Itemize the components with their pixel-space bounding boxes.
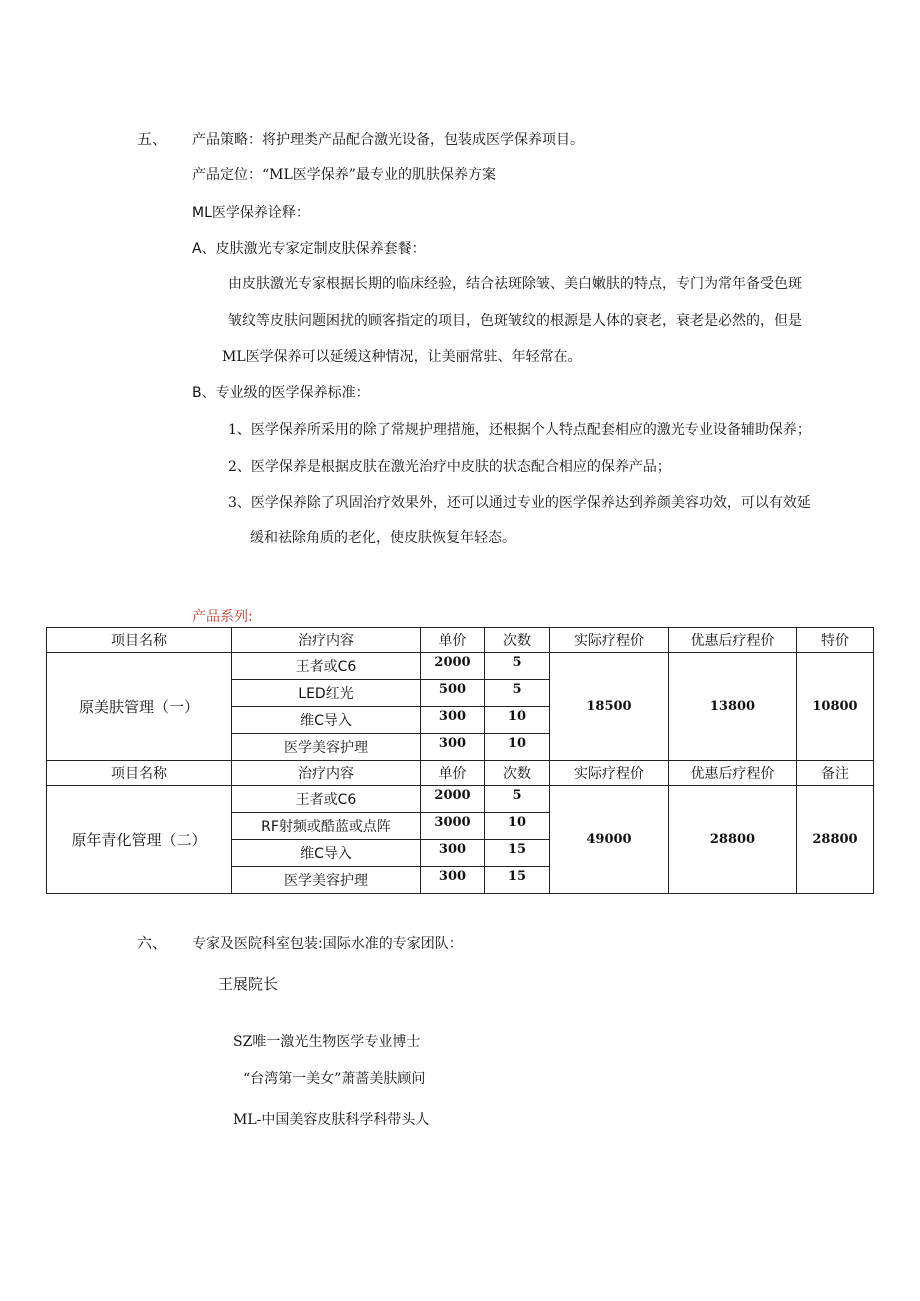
- strategy-label: 产品策略: [192, 132, 248, 148]
- product-table: [46, 627, 874, 894]
- price-cell: 2000: [421, 653, 485, 680]
- section-6-number: 六、: [137, 934, 168, 952]
- group-2-name: 原年青化管理（二）: [47, 786, 232, 894]
- header-treatment: 治疗内容: [232, 761, 421, 786]
- section-6-heading: 专家及医院科室包装:国际水准的专家团队：: [192, 936, 463, 952]
- expert-title-1: SZ唯一激光生物医学专业博士: [233, 1034, 421, 1050]
- group-1-special-price: 10800: [797, 653, 874, 761]
- price-cell: 500: [421, 680, 485, 707]
- header-remark: 备注: [797, 761, 874, 786]
- header-treatment: 治疗内容: [232, 628, 421, 653]
- header-actual-price: 实际疗程价: [550, 628, 669, 653]
- section-b-item-2: 2、医学保养是根据皮肤在激光治疗中皮肤的状态配合相应的保养产品；: [228, 459, 671, 475]
- group-2-remark: 28800: [797, 786, 874, 894]
- price-cell: 2000: [421, 786, 485, 813]
- price-cell: 300: [421, 707, 485, 734]
- times-cell: 10: [485, 707, 550, 734]
- section-b-heading: B、专业级的医学保养标准：: [192, 385, 370, 401]
- expert-title-2: “台湾第一美女”萧蔷美肤顾问: [243, 1071, 426, 1087]
- table-header-row-1: [47, 628, 874, 653]
- header-discount-price: 优惠后疗程价: [669, 761, 797, 786]
- times-cell: 5: [485, 653, 550, 680]
- header-times: 次数: [485, 628, 550, 653]
- treatment-cell: 王者或C6: [232, 653, 421, 680]
- times-cell: 15: [485, 867, 550, 894]
- treatment-cell: LED红光: [232, 680, 421, 707]
- header-unit-price: 单价: [421, 628, 485, 653]
- price-cell: 300: [421, 867, 485, 894]
- treatment-cell: RF射频或酷蓝或点阵: [232, 813, 421, 840]
- header-unit-price: 单价: [421, 761, 485, 786]
- header-actual-price: 实际疗程价: [550, 761, 669, 786]
- treatment-cell: 医学美容护理: [232, 867, 421, 894]
- section-a-line-2: 皱纹等皮肤问题困扰的顾客指定的项目，色斑皱纹的根源是人体的衰老，衰老是必然的，但是: [228, 313, 802, 329]
- section-b-item-1: 1、医学保养所采用的除了常规护理措施，还根据个人特点配套相应的激光专业设备辅助保养；: [228, 422, 811, 438]
- section-a-line-3: ML医学保养可以延缓这种情况，让美丽常驻、年轻常在。: [222, 349, 582, 365]
- times-cell: 5: [485, 680, 550, 707]
- expert-title-3: ML-中国美容皮肤科学科带头人: [233, 1112, 430, 1128]
- section-a-heading: A、皮肤激光专家定制皮肤保养套餐：: [192, 241, 426, 257]
- treatment-cell: 医学美容护理: [232, 734, 421, 761]
- product-strategy-line: [192, 129, 584, 149]
- price-cell: 3000: [421, 813, 485, 840]
- table-row: [47, 786, 874, 813]
- times-cell: 15: [485, 840, 550, 867]
- position-label: 产品定位: [192, 167, 248, 183]
- header-discount-price: 优惠后疗程价: [669, 628, 797, 653]
- strategy-text: ：将护理类产品配合激光设备，包装成医学保养项目。: [248, 132, 584, 148]
- price-cell: 300: [421, 734, 485, 761]
- group-1-actual-price: 18500: [550, 653, 669, 761]
- position-text: ：“ML医学保养”最专业的肌肤保养方案: [248, 167, 496, 183]
- group-1-name: 原美肤管理（一）: [47, 653, 232, 761]
- times-cell: 5: [485, 786, 550, 813]
- product-positioning-line: [192, 164, 496, 184]
- price-cell: 300: [421, 840, 485, 867]
- table-row: [47, 653, 874, 680]
- header-times: 次数: [485, 761, 550, 786]
- expert-name: 王展院长: [218, 975, 279, 993]
- ml-interpretation-heading: ML医学保养诠释：: [192, 205, 310, 221]
- group-2-discount-price: 28800: [669, 786, 797, 894]
- treatment-cell: 维C导入: [232, 840, 421, 867]
- product-series-label: 产品系列:: [192, 609, 253, 625]
- header-item-name: 项目名称: [47, 628, 232, 653]
- times-cell: 10: [485, 734, 550, 761]
- section-b-item-3: 3、医学保养除了巩固治疗效果外，还可以通过专业的医学保养达到养颜美容功效，可以有效延: [228, 495, 811, 511]
- section-a-line-1: 由皮肤激光专家根据长期的临床经验，结合祛斑除皱、美白嫩肤的特点，专门为常年备受色斑: [228, 276, 802, 292]
- header-special-price: 特价: [797, 628, 874, 653]
- treatment-cell: 维C导入: [232, 707, 421, 734]
- header-item-name: 项目名称: [47, 761, 232, 786]
- table-header-row-2: [47, 761, 874, 786]
- treatment-cell: 王者或C6: [232, 786, 421, 813]
- section-b-item-3-cont: 缓和祛除角质的老化，使皮肤恢复年轻态。: [250, 530, 516, 546]
- section-5-number: 五、: [137, 130, 168, 148]
- group-1-discount-price: 13800: [669, 653, 797, 761]
- group-2-actual-price: 49000: [550, 786, 669, 894]
- times-cell: 10: [485, 813, 550, 840]
